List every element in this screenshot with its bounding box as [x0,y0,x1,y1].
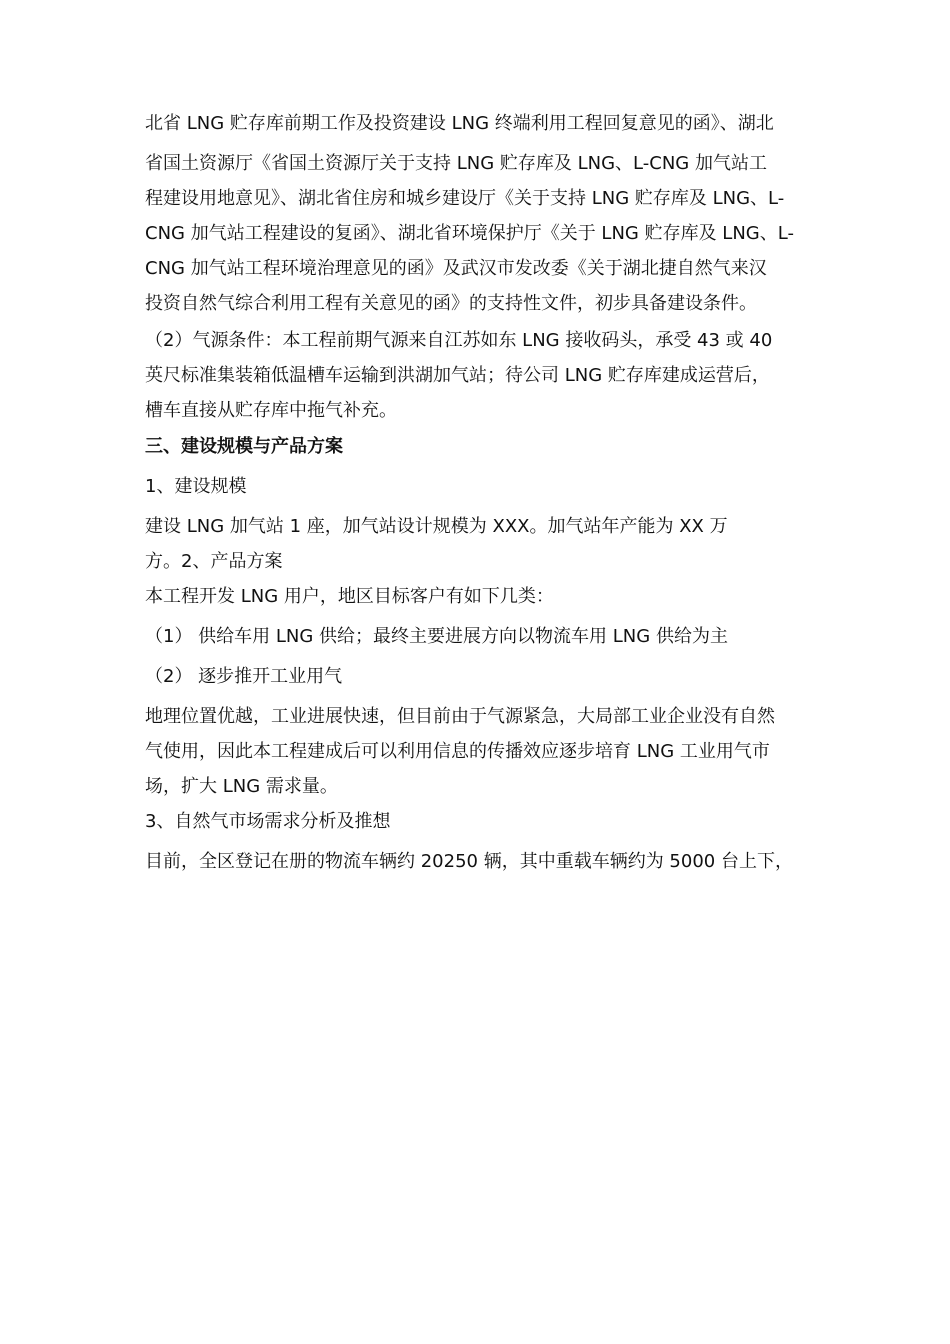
text-line: 建设 LNG 加气站 1 座，加气站设计规模为 XXX。加气站年产能为 XX 万 [145,516,728,537]
text-line: 气使用，因此本工程建成后可以利用信息的传播效应逐步培育 LNG 工业用气市 [145,741,770,762]
text-line: 北省 LNG 贮存库前期工作及投资建设 LNG 终端利用工程回复意见的函》、湖北 [145,113,774,134]
text-line: 程建设用地意见》、湖北省住房和城乡建设厅《关于支持 LNG 贮存库及 LNG、L- [145,188,785,209]
text-line: CNG 加气站工程环境治理意见的函》及武汉市发改委《关于湖北捷自然气来汉 [145,258,767,279]
text-line: 投资自然气综合利用工程有关意见的函》的支持性文件，初步具备建设条件。 [145,293,757,314]
subsection-heading: 3、自然气市场需求分析及推想 [145,811,391,832]
text-line: CNG 加气站工程建设的复函》、湖北省环境保护厅《关于 LNG 贮存库及 LNG、L- [145,223,794,244]
list-item: （1） 供给车用 LNG 供给；最终主要进展方向以物流车用 LNG 供给为主 [145,626,728,647]
text-line: 省国土资源厅《省国土资源厅关于支持 LNG 贮存库及 LNG、L-CNG 加气站工 [145,153,767,174]
text-line: 槽车直接从贮存库中拖气补充。 [145,400,397,421]
list-item: （2） 逐步推开工业用气 [145,666,343,687]
section-heading: 三、建设规模与产品方案 [145,436,343,457]
text-line: 本工程开发 LNG 用户，地区目标客户有如下几类： [145,586,554,607]
text-line: 英尺标准集装箱低温槽车运输到洪湖加气站；待公司 LNG 贮存库建成运营后， [145,365,770,386]
subsection-heading: 1、建设规模 [145,476,247,497]
subsection-heading: 方。2、产品方案 [145,551,283,572]
text-line: （2）气源条件：本工程前期气源来自江苏如东 LNG 接收码头，承受 43 或 40 [145,330,773,351]
text-line: 场，扩大 LNG 需求量。 [145,776,338,797]
text-line: 目前，全区登记在册的物流车辆约 20250 辆，其中重载车辆约为 5000 台上下， [145,851,793,872]
text-line: 地理位置优越，工业进展快速，但目前由于气源紧急，大局部工业企业没有自然 [145,706,775,727]
